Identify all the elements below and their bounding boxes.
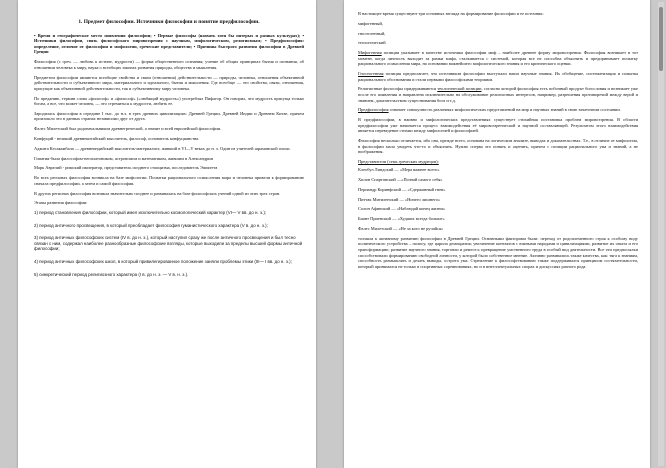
view-item: мифогенный, bbox=[358, 20, 383, 26]
view-item: гносеогенный, bbox=[358, 30, 386, 36]
term-theological: теологической позиции bbox=[437, 86, 482, 92]
paragraph-gnoseogenic bbox=[358, 71, 638, 82]
term-prephilosophy: Предфилософия bbox=[358, 107, 389, 113]
paragraph-pythagoras: По преданию, термин слова «философ» и «философ» («любящий мудрость») употреблял Пифагор. Он говорил, что мудрость присуща только богам, а все, что может человек, — это стремиться к мудрости, любить ее. bbox=[34, 95, 304, 107]
stages-heading: Этапы развития философии: bbox=[34, 200, 88, 206]
sages-heading: Представители (семь греческих мудрецов): bbox=[358, 159, 439, 165]
sage-item: Периандр Коринфский — «Сдержанный гнев» bbox=[358, 186, 446, 192]
paragraph-other-regions: В других регионах философия возникла значительно позднее и развивалась на базе философских учений одной из этих трех стран. bbox=[34, 190, 281, 196]
paragraph-views-intro: В настоящее время существуют три основных взгляда на формирование философии и ее источник: bbox=[358, 11, 544, 16]
theological-text-end: , согласно которой философия есть побочный продукт богословия и возникает уже после его появления и направлена исключительно на обслуживание религиозных интересов, например, разрешения противоречий между верой и знанием, доказательством существования бога и т.д. bbox=[358, 86, 638, 103]
paragraph-philosophy-definition: Философия (с греч. — любовь к истине, мудрости) — форма общественного сознания; учение об общих принципах бытия и познания, об отношении человека к миру, наука о всеобщих законах развития природы, общества и мышления. bbox=[34, 59, 304, 70]
stage-item: 1) период становления философии, который имел исключительно космологический характер (VI— V вв. до н. э.); bbox=[34, 210, 267, 216]
sage-item: Биант Приенский — «Худших всегда больше» bbox=[358, 216, 445, 222]
document-page-right bbox=[344, 0, 650, 468]
paragraph-hypatia: Гипатия-была философом-неоплатоником, астрономом и математиком, жившим в Александрии bbox=[34, 155, 213, 161]
paragraph-marcus-aurelius: Марк Аврелий - римский император, представитель позднего стоицизма, последователь Эпиктета bbox=[34, 165, 218, 171]
sage-item: Хилон Спартанский —«Познай самого себя» bbox=[358, 177, 443, 183]
paragraph-confucius: Конфуций - великий древнекитайский мыслитель, философ, основатель конфуцианства. bbox=[34, 136, 200, 142]
scrollbar-thumb[interactable] bbox=[659, 7, 663, 71]
paragraph-theological bbox=[358, 86, 638, 103]
stage-item: 2) период античного просвещения, в который преобладает философия гуманистического характера (V в. до н. э.); bbox=[34, 222, 268, 228]
prephilosophy-text: означает совокупность различных мифологических представлений на мир и научных знаний в свою зачаточном состоянии. bbox=[388, 107, 621, 113]
section-outline: • Время и географическое место появления философии; • Первые философы (назвать хотя бы пятерых и разных культурах); • Источники философии, связь философского мировоззрения с научным, мифологическим, религиозным; • Предфилософия: определение, отличие от философии и мифологии, греческие представители; • Причины быстрого развития философии в Древней Греции bbox=[34, 32, 304, 55]
paragraph-greece-factors: толчком к активному развитию философии в Древней Греции. Основными факторами были: переход от родоплеменного строя к особому виду политического устройства – полису, где царила демократия; увеличение контактов с южными народами и цивилизациями, развитие их опыта и его трансформацию; развитие научного знания, торговли и ремесел; превращение умственного труда в особый вид деятельности. Все эти предпосылки способствовали формированию свободной личности, у которой было собственное мнение. Активно развивались также качества, как: тяга к знаниям, способность размышлять и делать выводы, острота ума. Стремление к философствованию также поддерживался принципом состязательности, который принимался не только в спортивных соревнованиях, но и в интеллектуальных спорах и дискуссиях разного рода. bbox=[358, 235, 638, 269]
paragraph-thales: Фалес Милетский был родоначальником древнегреческой, а значит и всей европейской философии. bbox=[34, 126, 222, 132]
paragraph-mythology-basis: Во всех регионах философия возникла на базе мифологии. Попытки рационального осмысления мира и человека привели к формированию сначала предфилософии, а затем и самой философии. bbox=[34, 175, 304, 186]
document-page-left bbox=[18, 0, 316, 468]
sage-item: Питтак Митиленский — «Ничего лишнего» bbox=[358, 196, 441, 202]
mythogenic-text: позиция указывает в качестве источника философии миф – наиболее древнее форму мировоззрения. Философия возникает в тот момент, когда личность выходит за рамки мифа, сталкивается с системой, которая все не способна объяснить и предпринимает попытку рационального осмысления мира, на основании важнейшего мифологического знания и его критического оценки. bbox=[358, 50, 638, 67]
paragraph-origin: Зародилась философия в середине I тыс. до н.э. в трех древних цивилизациях: Древней Греции, Древней Индии и Древнем Китае, причем произошло это в данных странах независимо друг от друга. bbox=[34, 110, 304, 122]
paragraph-mythogenic bbox=[358, 50, 638, 67]
left-page-content bbox=[34, 14, 304, 284]
theological-text-start: Религиозные философы придерживаются bbox=[358, 86, 438, 92]
sage-item: Фалес Милетский — «Не за кого не ручайся» bbox=[358, 225, 444, 231]
sage-item: Солон Афинский — «Наблюдай конец жизни» bbox=[358, 206, 445, 212]
view-item: теологический bbox=[358, 40, 386, 46]
paragraph-ajita: Аджита Кесакамбала — древнеиндийский мыслитель-материалист, живший в VI—V веках до н. э. Один из учителей шраманской эпохи. bbox=[34, 145, 291, 151]
stage-item: 5) синкретический период религиозного характера (I в. до н. э. — V в. н. э.). bbox=[34, 271, 189, 277]
section-title: 1. Предмет философии. Источники философии и понятие предфилософии. bbox=[78, 19, 260, 25]
vertical-scrollbar[interactable] bbox=[658, 2, 664, 466]
stage-item: 3) период античных философских систем (IV в. до н. э.), который наступил сразу же после античного просвещения и был тесно связан с ним, содержал наиболее разнообразные философские взгляды, которые выходили за пределы высшей формы античной философии; bbox=[34, 235, 303, 252]
paragraph-philosophy-difference: Философия несколько отличается, ибо она, прежде всего, основана на логическом анализе, выводах и доказательствах. Т.е., в отличие от мифологии, в философии мало увидеть что-то и объяснить. Нужно сперва это понять и оценить, причем с позиции рационального ума и знаний, а не воображения. bbox=[358, 138, 638, 155]
gnoseogenic-text: позиция предполагает, что источником философии выступали наши научные знания. Их обобщение, систематизация и попытка рационального обоснования и стали первыми философскими теориями. bbox=[358, 71, 638, 82]
sage-item: Клеобул Линдский — «Мера важнее всего» bbox=[358, 167, 440, 173]
right-page-content bbox=[358, 11, 638, 273]
term-gnoseogenic: Гносеогенная bbox=[358, 71, 384, 77]
stage-item: 4) период античных философских школ, в который привилегированное положение заняли проблемы этики (III— I вв. до н. э.); bbox=[34, 259, 292, 265]
paragraph-subject: Предметом философии являются всеобщие свойства и связи (отношения) действительности — природы, человека, отношения объективной действительности и субъективного мира, материального и идеального, бытия и мышления. Где всеобще — это свойства, связи, отношения, присущие как объективной действительности, так и субъективному миру человека. bbox=[34, 74, 304, 91]
paragraph-prephilosophy-detail: В предфилософии, в наивно и мифологических представлениях существует стихийная постановка проблем мировоззрения. В области предфилософии уже начинается процесс взаимодействия её мировоззренческой и научной составляющей. Результатом этого взаимодействия является переведение стихии между мифологией и философией. bbox=[358, 117, 638, 134]
paragraph-prephilosophy bbox=[358, 107, 638, 113]
term-mythogenic: Мифогенная bbox=[358, 50, 382, 56]
